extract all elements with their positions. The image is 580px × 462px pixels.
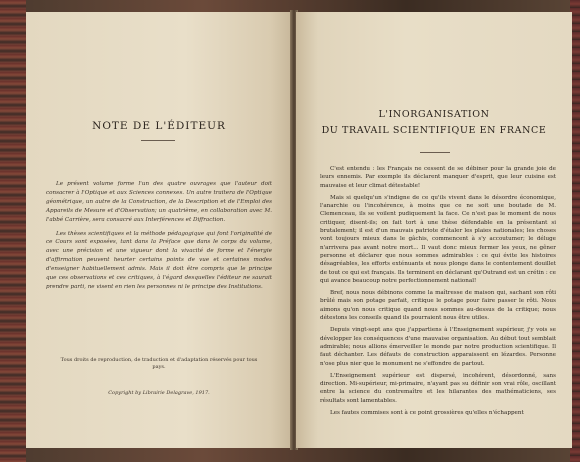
- right-paragraph: Bref, nous nous débinons comme la maîtresse de maison qui, sachant son rôti brûlé mais son potage parfait, critique le potage pour faire passer le rôti. Nous aimons qu'on nous critique quand nous sommes au-dessus de la critique; nous détestons les conseils quand ils pourraient nous être utiles.: [320, 290, 556, 322]
- right-page: [296, 12, 572, 448]
- right-paragraph: L'Enseignement supérieur est dispersé, incohérent, désordonné, sans direction. Mi-supérieur, mi-primaire, n'ayant pas su définir son vrai rôle, oscillant entre la science du contremaître et les hilarantes des mathématiciens, ses résultats sont lamentables.: [320, 372, 556, 404]
- right-page-title: [296, 107, 572, 139]
- right-paragraph: Depuis vingt-sept ans que j'appartiens à l'Enseignement supérieur, j'y vois se développer les conséquences d'une mauvaise organisation. Au début tout semblait admirable; nous allions émerveiller le monde par notre production scientifique. Il faut déchanter. Les défauts de construction apparaissent en lézardes. Personne n'ose plus nier que le monument ne s'effondre de partout.: [320, 327, 556, 367]
- right-paragraph: Les fautes commises sont à ce point grossières qu'elles n'échappent: [330, 410, 524, 417]
- right-title-rule: [420, 152, 450, 153]
- right-title-line-2: DU TRAVAIL SCIENTIFIQUE EN FRANCE: [321, 125, 547, 136]
- right-paragraph: C'est entendu : les Français ne cessent de se débiner pour la grande joie de leurs ennemis. Par exemple ils déclarent manquer d'esprit, que leur cuisine est mauvaise et leur climat détestable!: [320, 166, 556, 189]
- right-paragraph: Mais si quelqu'un s'indigne de ce qu'ils vivent dans le désordre économique, l'anarchie ou l'incohérence, à moins que ce ne soit une boutade de M. Clemenceau, ils se voilent pudiquement la face. Ce n'est pas le moment de nous critiquer, disent-ils; on fait tort à une thèse défendable en la présentant si brutalement; il est d'un mauvais patriote d'étaler les plaies nationales; les choses vont toujours mieux dans le gâchis, commencent à s'y accoutumer; le déluge n'arrivera pas avant notre mort... Il vaut donc mieux fermer les yeux, ne gêner personne et déclarer que nous sommes admirables : ce qui évite les histoires désagréables, les efforts exténuants et nous plonge dans le contentement douillet de tout ce qui est français. Ils terminent en déclarant qu'Outrand est un crétin : ce qui avance beaucoup notre perfectionnement national!: [320, 194, 556, 284]
- copyright-notice: Copyright by Librairie Delagrave, 1917.: [108, 390, 210, 396]
- left-paragraph: Les thèses scientifiques et la méthode pédagogique qui font l'originalité de ce Cours sont exposées, tant dans la Préface que dans le corps du volume, avec une précision et une vigueur dont la vivacité de forme et l'énergie d'affirmation peuvent heurter certains points de vue et certaines modes d'enseigner habituellement admis. Mais il doit être compris que le principe que ces observations et ces critiques, à l'égard desquelles l'éditeur ne saurait prendre parti, ne visent en rien les personnes ni le principe des Institutions.: [46, 230, 272, 290]
- left-paragraph: Le présent volume forme l'un des quatre ouvrages que l'auteur doit consacrer à l'Optique et aux Sciences connexes. Un autre traitera de l'Optique géométrique, un autre de la Construction, de la Description et de l'Emploi des Appareils de Mesure et d'Observation; un quatrième, en collaboration avec M. l'abbé Carrière, sera consacré aux Interférences et Diffraction.: [46, 181, 272, 223]
- left-page: [26, 12, 292, 448]
- left-title-rule: [141, 140, 175, 141]
- book-spine-edge-left: [0, 0, 26, 462]
- right-page-body: [320, 165, 556, 421]
- left-page-body: [46, 180, 272, 297]
- left-page-title: NOTE DE L'ÉDITEUR: [92, 120, 226, 132]
- right-title-line-1: L'INORGANISATION: [378, 109, 490, 120]
- rights-notice: Tous droits de reproduction, de traduction et d'adaptation réservés pour tous pays.: [60, 357, 258, 370]
